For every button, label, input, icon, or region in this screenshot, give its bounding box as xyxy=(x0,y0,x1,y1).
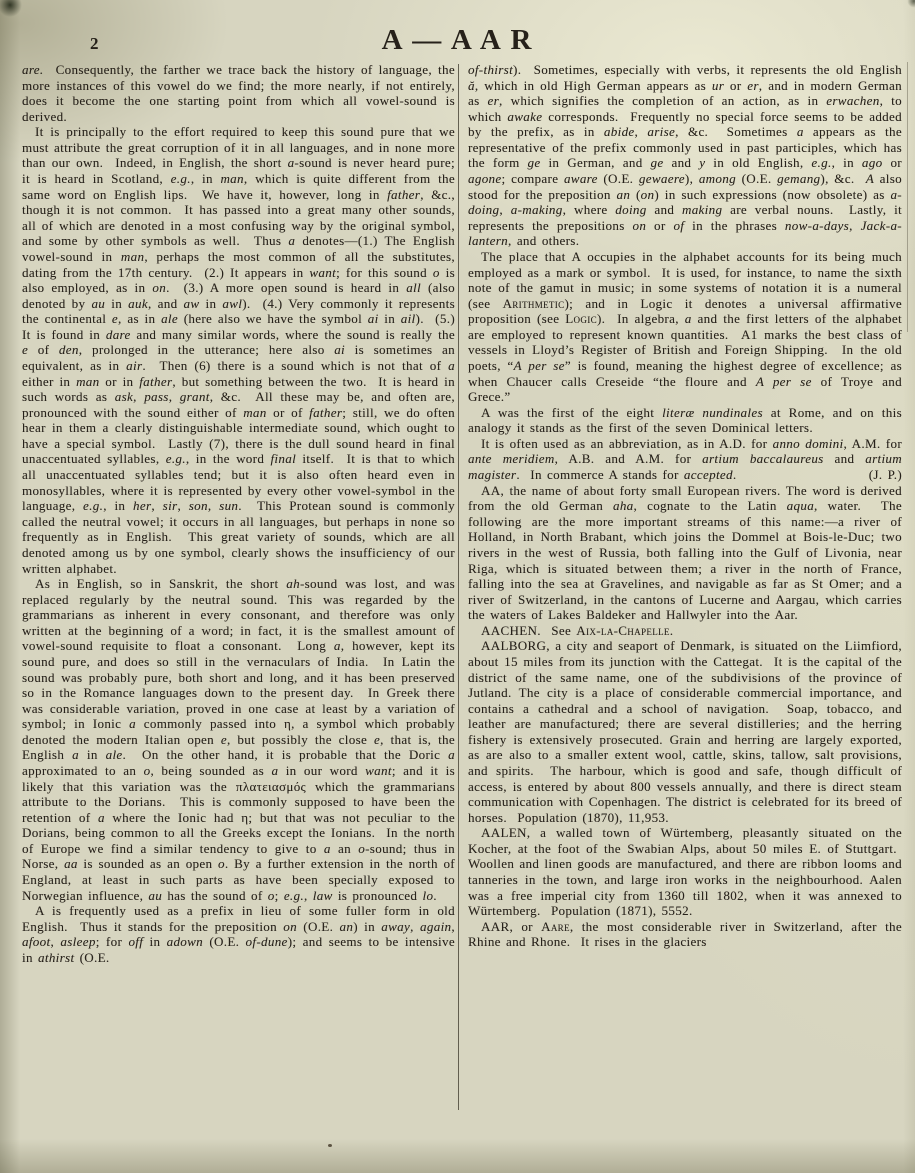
left-column xyxy=(22,62,455,1115)
paragraph: It is often used as an abbreviation, as in A.D. for anno domini, A.M. for ante meridiem, A.B. and A.M. for artium baccalaureus and artium magister. In commerce A stands for accepted. (J. P.) xyxy=(468,435,902,483)
running-title: A — A A R xyxy=(381,24,534,56)
column-divider-rule xyxy=(458,64,459,1110)
paragraph: are. Consequently, the farther we trace back the history of language, the more instances of this vowel do we find; the more nearly, if not entirely, does it become the one starting point from which all vowel-sound is derived. xyxy=(22,62,455,124)
page-number: 2 xyxy=(90,34,99,53)
right-column xyxy=(468,62,902,1115)
paragraph: A is frequently used as a prefix in lieu of some fuller form in old English. Thus it stands for the preposition on (O.E. an) in away, again, afoot, asleep; for off in adown (O.E. of-dune); and seems to be intensive in athirst (O.E. xyxy=(22,903,455,965)
paragraph: A was the first of the eight literæ nundinales at Rome, and on this analogy it stands as the first of the seven Dominical letters. xyxy=(468,404,902,436)
text-columns xyxy=(22,62,902,1115)
paragraph: As in English, so in Sanskrit, the short ah-sound was lost, and was replaced regularly by the neutral sound. This was regarded by the grammarians as inherent in every consonant, and therefore was only written at the beginning of a word; in fact, it is the smallest amount of vowel-sound requisite to float a consonant. Long a, however, kept its sound pure, and does so still in the vernaculars of India. In Latin the sound was probably pure, both short and long, and it has been preserved so in the Romance languages down to the present day. In Greek there was considerable variation, proved in one case at least by a variation of symbol; in Ionic a commonly passed into η, a symbol which probably denoted the modern Italian open e, but possibly the close e, that is, the English a in ale. On the other hand, it is probable that the Doric a approximated to an o, being sounded as a in our word want; and it is likely that this variation was the πλατειασμός which the grammarians attribute to the Dorians. This is commonly supposed to have been the retention of a where the Ionic had η; but that was not peculiar to the Dorians, being common to all the Greeks except the Ionians. In the north of Europe we find a similar tendency to give to a an o-sound; thus in Norse, aa is sounded as an open o. By a further extension in the north of England, at least in such parts as have been specially exposed to Norwegian influence, au has the sound of o; e.g., law is pronounced lo. xyxy=(22,576,456,903)
paragraph: AACHEN. See Aix-la-Chapelle. xyxy=(481,622,674,638)
paragraph: The place that A occupies in the alphabet accounts for its being much employed as a mark or symbol. It is used, for instance, to name the sixth note of the gamut in music; in some systems of notation it is a numeral (see Arithmetic); and in Logic it denotes a universal affirmative proposition (see Logic). In algebra, a and the first letters of the alphabet are employed to represent known quantities. A1 marks the best class of vessels in Lloyd’s Register of British and Foreign Shipping. In the old poets, “A per se” is found, meaning the highest degree of excellence; as when Chaucer calls Creseide “the floure and A per se of Troye and Grece.” xyxy=(468,248,902,405)
paragraph: It is principally to the effort required to keep this sound pure that we must attribute the great corruption of it in all languages, and in none more than our own. Indeed, in English, the short a-sound is never heard pure; it is heard in Scotland, e.g., in man, which is quite different from the same word on English lips. We have it, however, long in father, &c., though it is not common. It has passed into a great many other sounds, all of which are denoted in a most confusing way by the original symbol, and some by other symbols as well. Thus a denotes—(1.) The English vowel-sound in man, perhaps the most common of all the substitutes, dating from the 17th century. (2.) It appears in want; for this sound o is also employed, as in on. (3.) A more open sound is heard in all (also denoted by au in auk, and aw in awl). (4.) Very commonly it represents the continental e, as in ale (here also we have the symbol ai in ail). (5.) It is found in dare and many similar words, where the sound is really the e of den, prolonged in the utterance; here also ai is sometimes an equivalent, as in air. Then (6) there is a sound which is not that of a either in man or in father, but something between the two. It is heard in such words as ask, pass, grant, &c. All these may be, and often are, pronounced with the sound either of man or of father; still, we do often hear in them a clearly distinguishable intermediate sound, which ought to have a special symbol. Lastly (7), there is the dull sound heard in final unaccentuated syllables, e.g., in the word final itself. It is that to which all unaccentuated syllables tend; but it is also often heard even in monosyllables, where it is represented by every other vowel-symbol in the language, e.g., in her, sir, son, sun. This Protean sound is commonly called the neutral vowel; it occurs in all languages, but perhaps in none so frequently as in English. This great variety of sounds, which are all denoted among us by one symbol, clearly shows the insufficiency of our written alphabet. xyxy=(22,124,456,576)
paragraph: AALEN, a walled town of Würtemberg, pleasantly situated on the Kocher, at the foot of the Swabian Alps, about 50 miles E. of Stuttgart. Woollen and linen goods are manufactured, and there are ribbon looms and tanneries in the town, and large iron works in the neighbourhood. Aalen was a free imperial city from 1360 till 1802, when it was annexed to Würtemberg. Population (1871), 5552. xyxy=(468,825,902,919)
page-edge-line xyxy=(907,62,908,332)
paragraph: AAR, or Aare, the most considerable river in Switzerland, after the Rhine and Rhone. It rises in the glaciers xyxy=(468,918,902,950)
paragraph: of-thirst). Sometimes, especially with verbs, it represents the old English ă, which in old High German appears as ur or er, and in modern German as er, which signifies the completion of an action, as in erwachen, to which awake corresponds. Frequently no special force seems to be added by the prefix, as in abide, arise, &c. Sometimes a appears as the representative of the prefix commonly used in past participles, which has the form ge in German, and ge and y in old English, e.g., in ago or agone; compare aware (O.E. gewaere), among (O.E. gemang), &c. A also stood for the preposition an (on) in such expressions (now obsolete) as a-doing, a-making, where doing and making are verbal nouns. Lastly, it represents the prepositions on or of in the phrases now-a-days, Jack-a-lantern, and others. xyxy=(468,62,902,249)
paper-speck xyxy=(328,1144,332,1147)
paragraph: AA, the name of about forty small European rivers. The word is derived from the old German aha, cognate to the Latin aqua, water. The following are the more important streams of this name:—a river of Holland, in North Brabant, which joins the Dommel at Bois-le-Duc; two rivers in the west of Russia, both falling into the Gulf of Livonia, near Riga, which is situated between them; a river in the north of France, falling into the sea at Gravelines, and navigable as far as St Omer; and a river of Switzerland, in the cantons of Lucerne and Aargau, which carries the waters of Lakes Baldeker and Hallwyler into the Aar. xyxy=(468,482,902,623)
paragraph: AALBORG, a city and seaport of Denmark, is situated on the Liimfiord, about 15 miles from its junction with the Cattegat. It is the capital of the district of the same name, one of the subdivisions of the province of Jutland. The city is a place of considerable commercial importance, and contains a cathedral and a school of navigation. Soap, tobacco, and leather are manufactured; there are several distilleries; and the herring fishery is extensively prosecuted. Grain and herring are largely exported, as are also to a smaller extent wool, cattle, skins, tallow, salt provisions, and spirits. The harbour, which is good and safe, though difficult of access, is entered by about 800 vessels annually, and there is direct steam communication with Copenhagen. The district is celebrated for its breed of horses. Population (1870), 11,953. xyxy=(468,638,902,825)
